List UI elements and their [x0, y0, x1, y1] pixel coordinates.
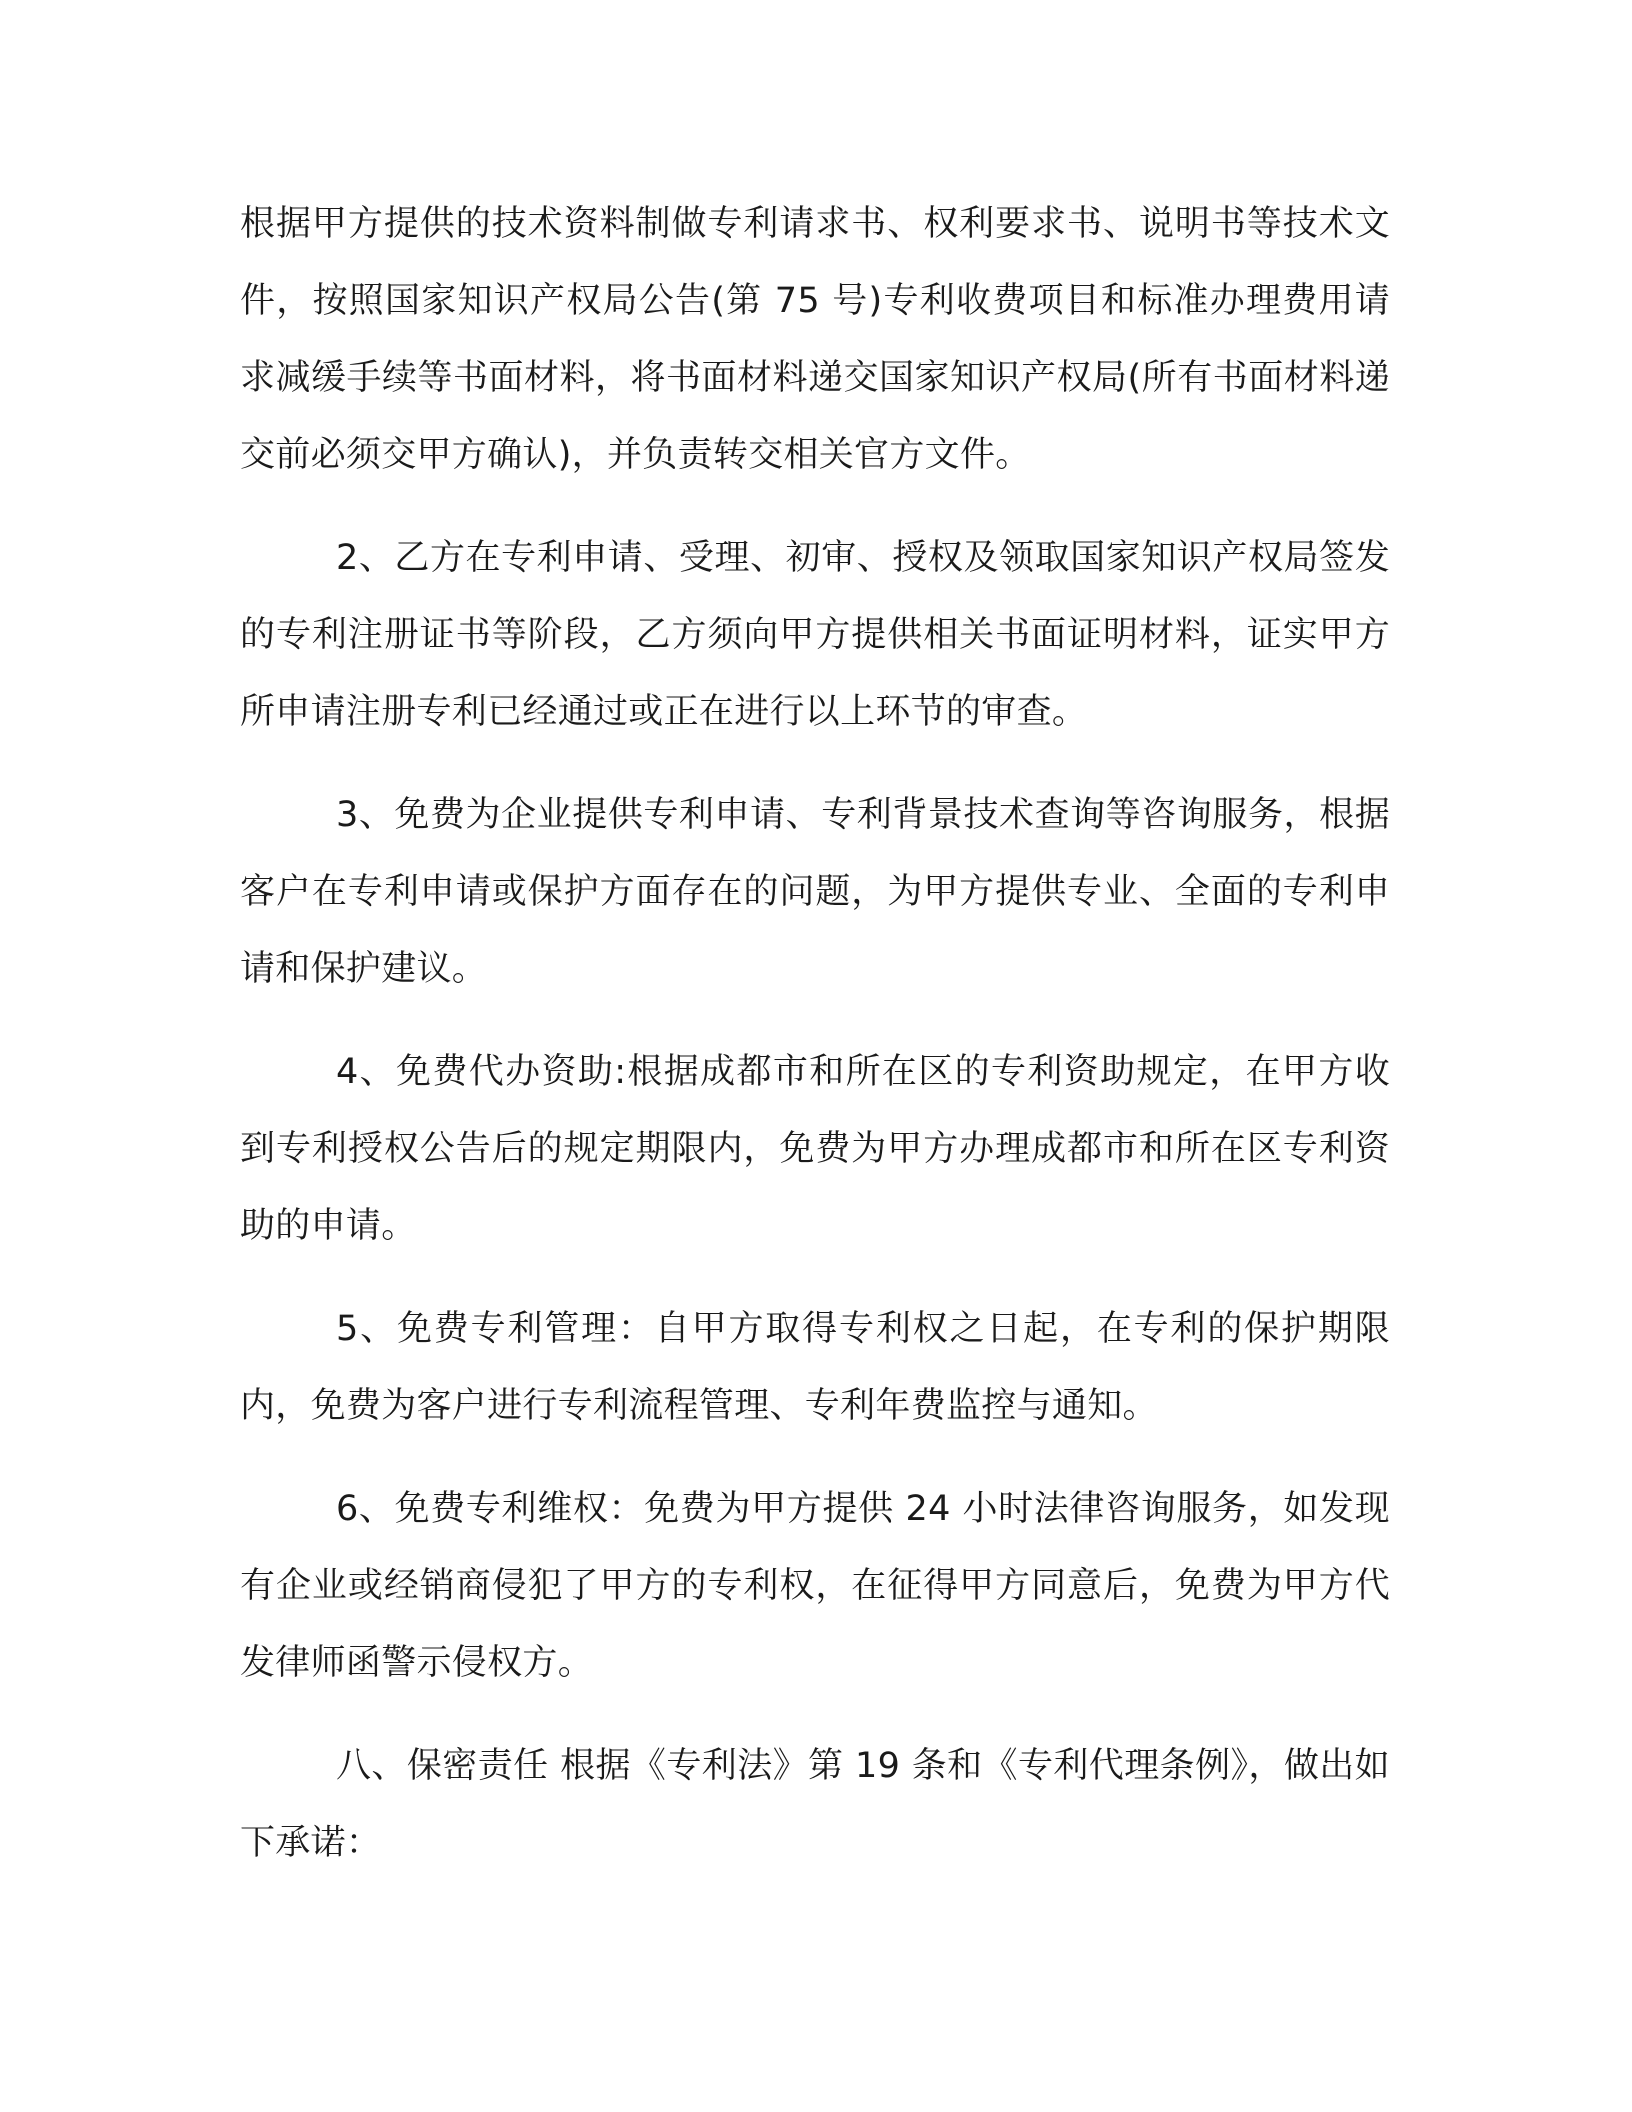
paragraph-item-4: 4、免费代办资助:根据成都市和所在区的专利资助规定，在甲方收到专利授权公告后的规定期限内，免费为甲方办理成都市和所在区专利资助的申请。	[240, 1052, 1390, 1246]
document-body	[240, 186, 1390, 1882]
paragraph-item-3: 3、免费为企业提供专利申请、专利背景技术查询等咨询服务，根据客户在专利申请或保护方面存在的问题，为甲方提供专业、全面的专利申请和保护建议。	[240, 795, 1390, 989]
paragraph-item-5: 5、免费专利管理：自甲方取得专利权之日起，在专利的保护期限内，免费为客户进行专利流程管理、专利年费监控与通知。	[240, 1309, 1390, 1426]
section-heading-confidentiality: 八、保密责任 根据《专利法》第 19 条和《专利代理条例》，做出如下承诺：	[240, 1746, 1390, 1863]
paragraph-continuation: 根据甲方提供的技术资料制做专利请求书、权利要求书、说明书等技术文件，按照国家知识产权局公告(第 75 号)专利收费项目和标准办理费用请求减缓手续等书面材料，将书面材料递交国家知识产权局(所有书面材料递交前必须交甲方确认)，并负责转交相关官方文件。	[240, 204, 1390, 475]
paragraph-item-6: 6、免费专利维权：免费为甲方提供 24 小时法律咨询服务，如发现有企业或经销商侵犯了甲方的专利权，在征得甲方同意后，免费为甲方代发律师函警示侵权方。	[240, 1489, 1390, 1683]
paragraph-item-2: 2、乙方在专利申请、受理、初审、授权及领取国家知识产权局签发的专利注册证书等阶段，乙方须向甲方提供相关书面证明材料，证实甲方所申请注册专利已经通过或正在进行以上环节的审查。	[240, 538, 1390, 732]
